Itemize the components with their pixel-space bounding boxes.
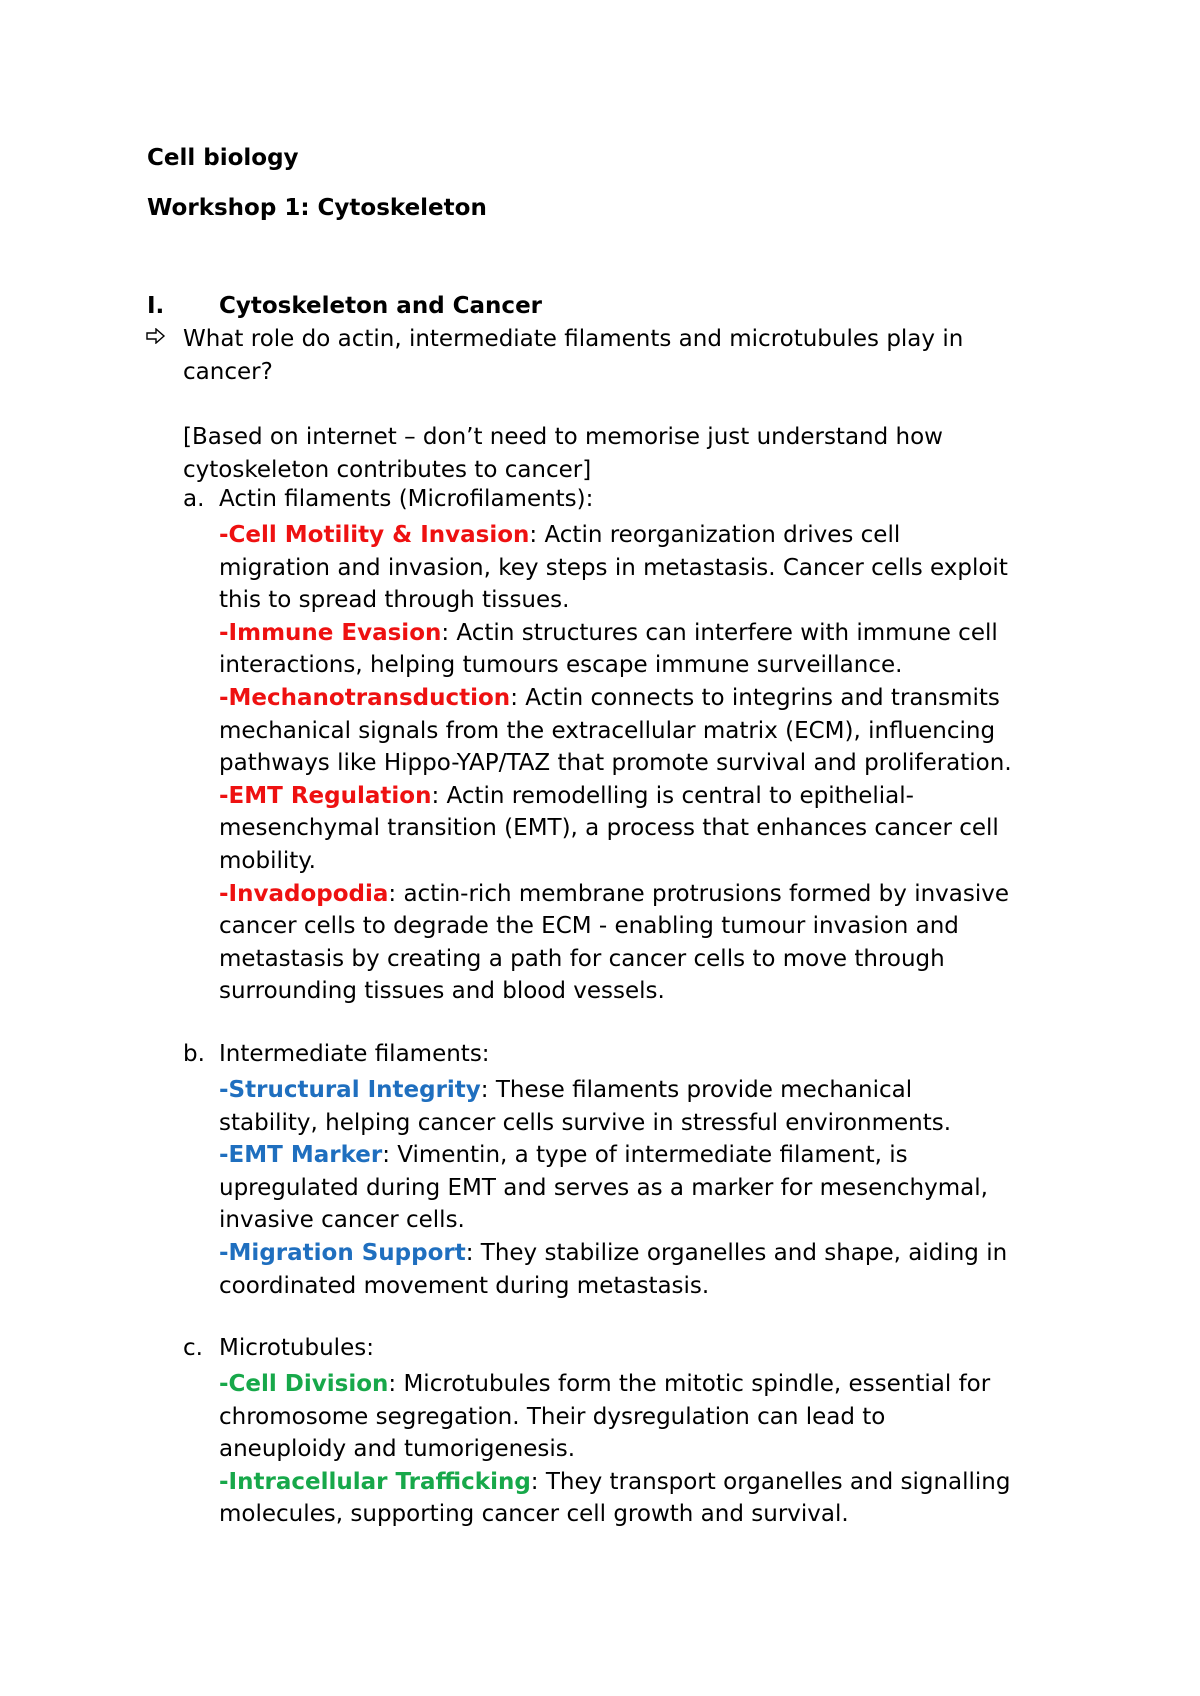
item-text: : They stabilize organelles and shape, aiding in: [465, 1239, 1008, 1266]
item-text-line: surrounding tissues and blood vessels.: [219, 978, 665, 1005]
item-text-line: invasive cancer cells.: [219, 1207, 465, 1234]
item-keyword: -Immune Evasion: [219, 619, 442, 646]
item-keyword: -Cell Motility & Invasion: [219, 522, 530, 548]
list-item-first-line: [219, 1466, 1010, 1499]
item-text-line: migration and invasion, key steps in metastasis. Cancer cells exploit: [219, 554, 1008, 581]
subsection-a-items: [219, 519, 1012, 1008]
item-text-line: upregulated during EMT and serves as a marker for mesenchymal,: [219, 1174, 988, 1201]
list-item-first-line: [219, 1237, 1007, 1270]
section-number: I.: [147, 293, 165, 319]
item-text: : Actin remodelling is central to epithelial-: [431, 782, 914, 809]
item-text-line: chromosome segregation. Their dysregulation can lead to: [219, 1403, 886, 1430]
item-text: : Actin connects to integrins and transmits: [510, 684, 1000, 711]
item-keyword: -EMT Regulation: [219, 782, 432, 809]
item-text: : Actin reorganization drives cell: [529, 522, 901, 548]
section-title: Cytoskeleton and Cancer: [219, 293, 543, 319]
item-text: : These filaments provide mechanical: [480, 1077, 913, 1103]
item-keyword: -Migration Support: [219, 1239, 466, 1266]
item-text-line: mechanical signals from the extracellular matrix (ECM), influencing: [219, 717, 996, 744]
item-text-line: interactions, helping tumours escape immune surveillance.: [219, 652, 903, 679]
item-text-line: coordinated movement during metastasis.: [219, 1272, 710, 1299]
subsection-c-letter: c.: [183, 1335, 203, 1361]
item-text: : Microtubules form the mitotic spindle, essential for: [388, 1371, 991, 1397]
list-item-first-line: [219, 1139, 1007, 1172]
item-keyword: -Invadopodia: [219, 880, 389, 907]
subsection-a-letter: a.: [183, 486, 205, 512]
item-keyword: -Intracellular Trafficking: [219, 1468, 531, 1495]
item-keyword: -Mechanotransduction: [219, 684, 511, 711]
list-item-first-line: [219, 682, 1012, 715]
document-subtitle: Workshop 1: Cytoskeleton: [147, 195, 487, 221]
list-item-first-line: [219, 617, 1012, 650]
subsection-a-heading: Actin filaments (Microfilaments):: [219, 486, 594, 512]
item-text-line: cancer cells to degrade the ECM - enabling tumour invasion and: [219, 913, 959, 940]
question-line: What role do actin, intermediate filaments and microtubules play in: [183, 326, 964, 352]
list-item-first-line: [219, 1074, 1007, 1107]
question-line: cancer?: [183, 358, 273, 385]
list-item-first-line: [219, 519, 1012, 552]
note-line: [Based on internet – don’t need to memorise just understand how: [183, 424, 943, 450]
item-keyword: -Cell Division: [219, 1371, 389, 1397]
list-item-first-line: [219, 878, 1012, 911]
list-item-first-line: [219, 780, 1012, 813]
list-item-first-line: [219, 1368, 1010, 1401]
item-text: : actin-rich membrane protrusions formed by invasive: [388, 880, 1010, 907]
note-line: cytoskeleton contributes to cancer]: [183, 456, 592, 483]
subsection-b-items: [219, 1074, 1007, 1302]
item-text: : They transport organelles and signalling: [530, 1468, 1011, 1495]
subsection-c-items: [219, 1368, 1010, 1531]
item-text: : Vimentin, a type of intermediate filament, is: [382, 1142, 908, 1169]
subsection-b-heading: Intermediate filaments:: [219, 1041, 490, 1067]
note: [183, 421, 943, 486]
item-text: : Actin structures can interfere with immune cell: [441, 619, 998, 646]
item-keyword: -EMT Marker: [219, 1142, 383, 1169]
item-text-line: mobility.: [219, 847, 316, 874]
item-text-line: metastasis by creating a path for cancer cells to move through: [219, 945, 945, 972]
item-text-line: stability, helping cancer cells survive in stressful environments.: [219, 1109, 952, 1136]
document-title: Cell biology: [147, 145, 299, 171]
item-text-line: mesenchymal transition (EMT), a process that enhances cancer cell: [219, 815, 999, 842]
subsection-b-letter: b.: [183, 1041, 205, 1067]
item-keyword: -Structural Integrity: [219, 1077, 481, 1103]
question: [183, 323, 963, 388]
item-text-line: pathways like Hippo-YAP/TAZ that promote survival and proliferation.: [219, 750, 1012, 777]
item-text-line: aneuploidy and tumorigenesis.: [219, 1436, 576, 1463]
subsection-c-heading: Microtubules:: [219, 1335, 374, 1361]
item-text-line: molecules, supporting cancer cell growth and survival.: [219, 1501, 849, 1528]
item-text-line: this to spread through tissues.: [219, 587, 570, 614]
hollow-right-arrow-icon: [146, 325, 166, 349]
